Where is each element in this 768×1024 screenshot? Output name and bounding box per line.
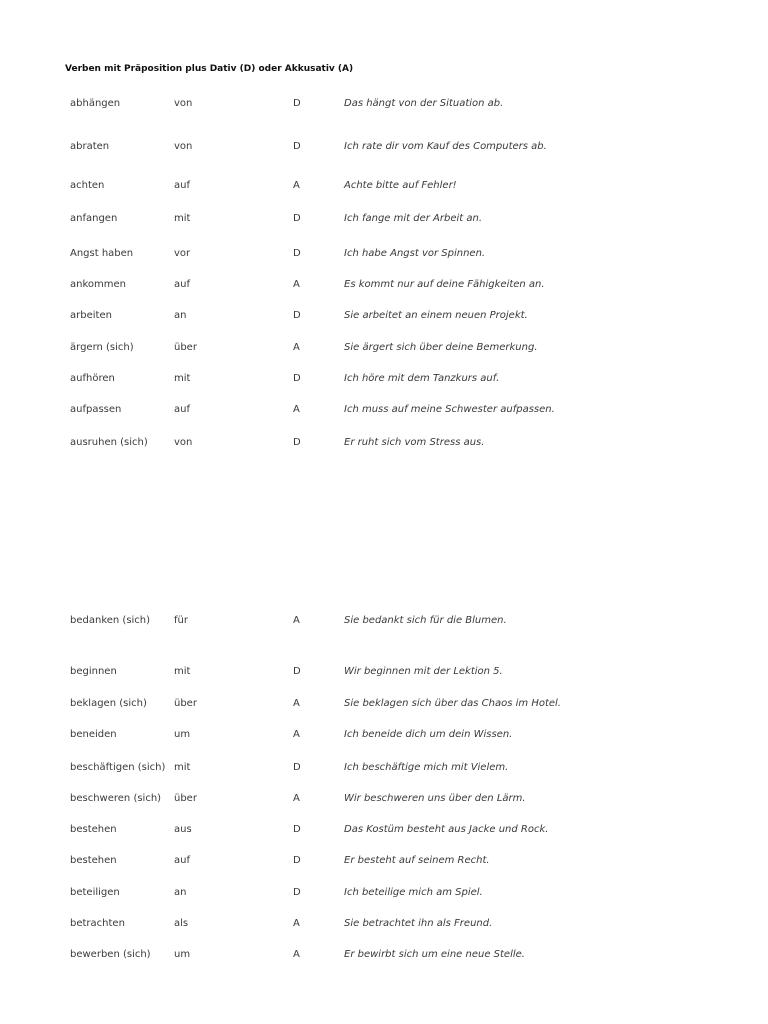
verb-cell: anfangen <box>70 213 118 224</box>
table-row <box>0 761 768 775</box>
example-cell: Ich fange mit der Arbeit an. <box>344 213 483 224</box>
table-row <box>0 97 768 111</box>
table-row <box>0 436 768 450</box>
verb-cell: beneiden <box>70 729 117 740</box>
table-row <box>0 372 768 386</box>
verb-cell: beschäftigen (sich) <box>70 762 166 773</box>
example-cell: Ich habe Angst vor Spinnen. <box>344 248 486 259</box>
table-row <box>0 140 768 154</box>
example-cell: Ich rate dir vom Kauf des Computers ab. <box>344 141 547 152</box>
example-cell: Wir beginnen mit der Lektion 5. <box>344 666 503 677</box>
verb-cell: beschweren (sich) <box>70 793 162 804</box>
case-cell: D <box>293 437 301 448</box>
case-cell: D <box>293 98 301 109</box>
verb-cell: ausruhen (sich) <box>70 437 148 448</box>
case-cell: A <box>293 729 300 740</box>
verb-cell: bewerben (sich) <box>70 949 151 960</box>
preposition-cell: aus <box>174 824 192 835</box>
table-row <box>0 728 768 742</box>
table-row <box>0 212 768 226</box>
example-cell: Er ruht sich vom Stress aus. <box>344 437 485 448</box>
verb-cell: bedanken (sich) <box>70 615 151 626</box>
verb-cell: beklagen (sich) <box>70 698 147 709</box>
preposition-cell: auf <box>174 404 190 415</box>
table-row <box>0 309 768 323</box>
case-cell: A <box>293 279 300 290</box>
example-cell: Es kommt nur auf deine Fähigkeiten an. <box>344 279 545 290</box>
table-row <box>0 948 768 962</box>
preposition-cell: als <box>174 918 189 929</box>
table-row <box>0 247 768 261</box>
preposition-cell: auf <box>174 279 190 290</box>
case-cell: A <box>293 404 300 415</box>
verb-cell: arbeiten <box>70 310 112 321</box>
case-cell: D <box>293 855 301 866</box>
table-row <box>0 403 768 417</box>
preposition-cell: um <box>174 729 191 740</box>
preposition-cell: über <box>174 698 197 709</box>
preposition-cell: über <box>174 342 197 353</box>
case-cell: A <box>293 949 300 960</box>
case-cell: D <box>293 248 301 259</box>
verb-cell: bestehen <box>70 824 117 835</box>
verb-cell: achten <box>70 180 105 191</box>
example-cell: Ich beschäftige mich mit Vielem. <box>344 762 509 773</box>
verb-cell: Angst haben <box>70 248 134 259</box>
preposition-cell: über <box>174 793 197 804</box>
verb-cell: beteiligen <box>70 887 120 898</box>
verb-cell: beginnen <box>70 666 117 677</box>
case-cell: D <box>293 213 301 224</box>
preposition-cell: mit <box>174 213 191 224</box>
table-row <box>0 665 768 679</box>
table-row <box>0 614 768 628</box>
case-cell: D <box>293 666 301 677</box>
example-cell: Ich beteilige mich am Spiel. <box>344 887 483 898</box>
case-cell: D <box>293 373 301 384</box>
preposition-cell: auf <box>174 855 190 866</box>
verb-cell: aufhören <box>70 373 115 384</box>
preposition-cell: mit <box>174 373 191 384</box>
preposition-cell: auf <box>174 180 190 191</box>
table-row <box>0 823 768 837</box>
table-row <box>0 854 768 868</box>
example-cell: Sie ärgert sich über deine Bemerkung. <box>344 342 538 353</box>
preposition-cell: um <box>174 949 191 960</box>
case-cell: D <box>293 887 301 898</box>
example-cell: Ich höre mit dem Tanzkurs auf. <box>344 373 500 384</box>
case-cell: A <box>293 342 300 353</box>
verb-cell: aufpassen <box>70 404 122 415</box>
case-cell: A <box>293 698 300 709</box>
table-row <box>0 917 768 931</box>
table-row <box>0 278 768 292</box>
verb-cell: bestehen <box>70 855 117 866</box>
verb-cell: ärgern (sich) <box>70 342 134 353</box>
preposition-cell: mit <box>174 762 191 773</box>
case-cell: D <box>293 762 301 773</box>
table-row <box>0 341 768 355</box>
case-cell: A <box>293 918 300 929</box>
preposition-cell: für <box>174 615 188 626</box>
example-cell: Das hängt von der Situation ab. <box>344 98 504 109</box>
example-cell: Sie arbeitet an einem neuen Projekt. <box>344 310 528 321</box>
preposition-cell: von <box>174 98 193 109</box>
case-cell: D <box>293 824 301 835</box>
preposition-cell: an <box>174 310 187 321</box>
verb-cell: ankommen <box>70 279 126 290</box>
example-cell: Ich beneide dich um dein Wissen. <box>344 729 513 740</box>
case-cell: A <box>293 793 300 804</box>
preposition-cell: an <box>174 887 187 898</box>
example-cell: Er besteht auf seinem Recht. <box>344 855 490 866</box>
example-cell: Wir beschweren uns über den Lärm. <box>344 793 526 804</box>
verb-cell: abraten <box>70 141 110 152</box>
preposition-cell: mit <box>174 666 191 677</box>
case-cell: D <box>293 310 301 321</box>
case-cell: A <box>293 180 300 191</box>
case-cell: D <box>293 141 301 152</box>
table-row <box>0 697 768 711</box>
example-cell: Er bewirbt sich um eine neue Stelle. <box>344 949 525 960</box>
table-row <box>0 886 768 900</box>
verb-cell: betrachten <box>70 918 125 929</box>
preposition-cell: von <box>174 141 193 152</box>
example-cell: Sie beklagen sich über das Chaos im Hotel. <box>344 698 561 709</box>
example-cell: Ich muss auf meine Schwester aufpassen. <box>344 404 555 415</box>
example-cell: Achte bitte auf Fehler! <box>344 180 457 191</box>
example-cell: Sie bedankt sich für die Blumen. <box>344 615 507 626</box>
verb-cell: abhängen <box>70 98 121 109</box>
table-row <box>0 792 768 806</box>
table-row <box>0 179 768 193</box>
example-cell: Das Kostüm besteht aus Jacke und Rock. <box>344 824 549 835</box>
example-cell: Sie betrachtet ihn als Freund. <box>344 918 493 929</box>
case-cell: A <box>293 615 300 626</box>
page-title: Verben mit Präposition plus Dativ (D) oder Akkusativ (A) <box>65 64 354 74</box>
preposition-cell: vor <box>174 248 191 259</box>
preposition-cell: von <box>174 437 193 448</box>
